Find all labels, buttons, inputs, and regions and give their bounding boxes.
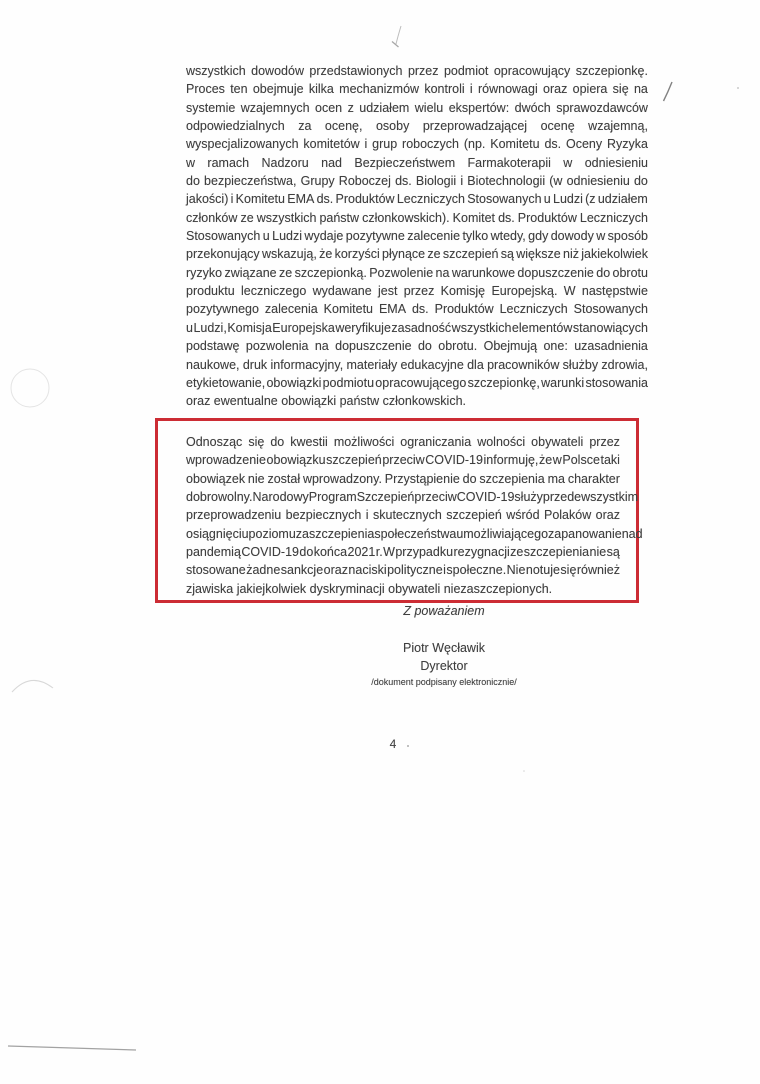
speck-dot (523, 770, 525, 772)
signer-title: Dyrektor (420, 659, 468, 673)
text-line: u Ludzi, Komisja Europejska weryfikuje zasadność wszystkich elementów stanowiących (186, 320, 648, 335)
text-line: Proces ten obejmuje kilka mechanizmów kontroli i równowagi oraz opiera się na (186, 82, 648, 97)
text-line: etykietowanie, obowiązki podmiotu opracowującego szczepionkę, warunki stosowania (186, 375, 648, 390)
text-line: odpowiedzialnych za ocenę, osoby przeprowadzającej ocenę wzajemną, (186, 119, 648, 134)
text-line: do bezpieczeństwa, Grupy Roboczej ds. Biologii i Biotechnologii (w odniesieniu do (186, 174, 648, 189)
highlighted-paragraph (186, 433, 643, 598)
scan-edge-line (8, 1046, 136, 1050)
text-line: systemie wzajemnych ocen z udziałem wielu ekspertów: dwóch sprawozdawców (186, 100, 648, 115)
text-line: pozytywnego zalecenia Komitetu EMA ds. Produktów Leczniczych Stosowanych (186, 302, 648, 317)
pen-slash-mark (664, 82, 673, 101)
text-line: członków ze wszystkich państw członkowskich). Komitet ds. Produktów Leczniczych (186, 210, 648, 225)
punch-hole-shadow-1 (11, 369, 49, 407)
text-line: wszystkich dowodów przedstawionych przez podmiot opracowujący szczepionkę. (186, 64, 648, 78)
signer-name: Piotr Węcławik (403, 641, 485, 655)
text-line: ryzyko związane ze szczepionką. Pozwolenie na warunkowe dopuszczenie do obrotu (186, 265, 648, 280)
text-line: w ramach Nadzoru nad Bezpieczeństwem Farmakoterapii w odniesieniu (186, 155, 648, 170)
text-line: osiągnięciu poziomu zaszczepienia społeczeństwa umożliwiającego zapanowanie nad (186, 526, 643, 541)
page-number: 4 (389, 737, 397, 751)
text-line: stosowane żadne sankcje oraz naciski polityczne i społeczne. Nie notuje się również (186, 563, 620, 578)
text-line: wyspecjalizowanych komitetów i grup roboczych (np. Komitetu ds. Oceny Ryzyka (186, 137, 648, 152)
text-line: obowiązek nie został wprowadzony. Przystąpienie do szczepienia ma charakter (186, 471, 620, 486)
text-line: Odnosząc się do kwestii możliwości ograniczania wolności obywateli przez (186, 435, 620, 449)
text-line: jakości) i Komitetu EMA ds. Produktów Leczniczych Stosowanych u Ludzi (z udziałem (186, 192, 648, 207)
punch-hole-shadow-2 (12, 680, 53, 692)
electronic-signature-note: /dokument podpisany elektronicznie/ (371, 677, 517, 687)
text-line: oraz ewentualne obowiązki państw członkowskich. (186, 394, 467, 409)
speck-dot (737, 87, 739, 89)
text-line: wprowadzenie obowiązku szczepień przeciw COVID-19 informuję, że w Polsce taki (186, 453, 620, 468)
red-highlight-box (155, 418, 643, 603)
text-line: Stosowanych u Ludzi wydaje pozytywne zalecenie tylko wtedy, gdy dowody w sposób (186, 229, 648, 244)
text-line: przekonujący wskazują, że korzyści płynące ze szczepień są większe niż jakiekolwiek (186, 247, 648, 262)
text-line: podstawę pozwolenia na dopuszczenie do obrotu. Obejmują one: uzasadnienia (186, 339, 648, 354)
text-line: zjawiska jakiejkolwiek dyskryminacji obywateli niezaszczepionych. (186, 581, 553, 596)
text-line: przeprowadzeniu bezpiecznych i skutecznych szczepień wśród Polaków oraz (186, 508, 620, 523)
body-paragraph (186, 62, 648, 411)
text-line: dobrowolny. Narodowy Program Szczepień przeciw COVID-19 służy przede wszystkim (186, 490, 639, 505)
text-line: produktu leczniczego wydawane jest przez Komisję Europejską. W następstwie (186, 284, 648, 299)
text-line: pandemią COVID-19 do końca 2021 r. W przypadku rezygnacji ze szczepienia nie są (186, 545, 620, 560)
closing-phrase: Z poważaniem (403, 604, 485, 618)
pencil-tick-mark (392, 26, 401, 47)
text-line: naukowe, druk informacyjny, materiały edukacyjne dla pracowników służby zdrowia, (186, 357, 648, 372)
